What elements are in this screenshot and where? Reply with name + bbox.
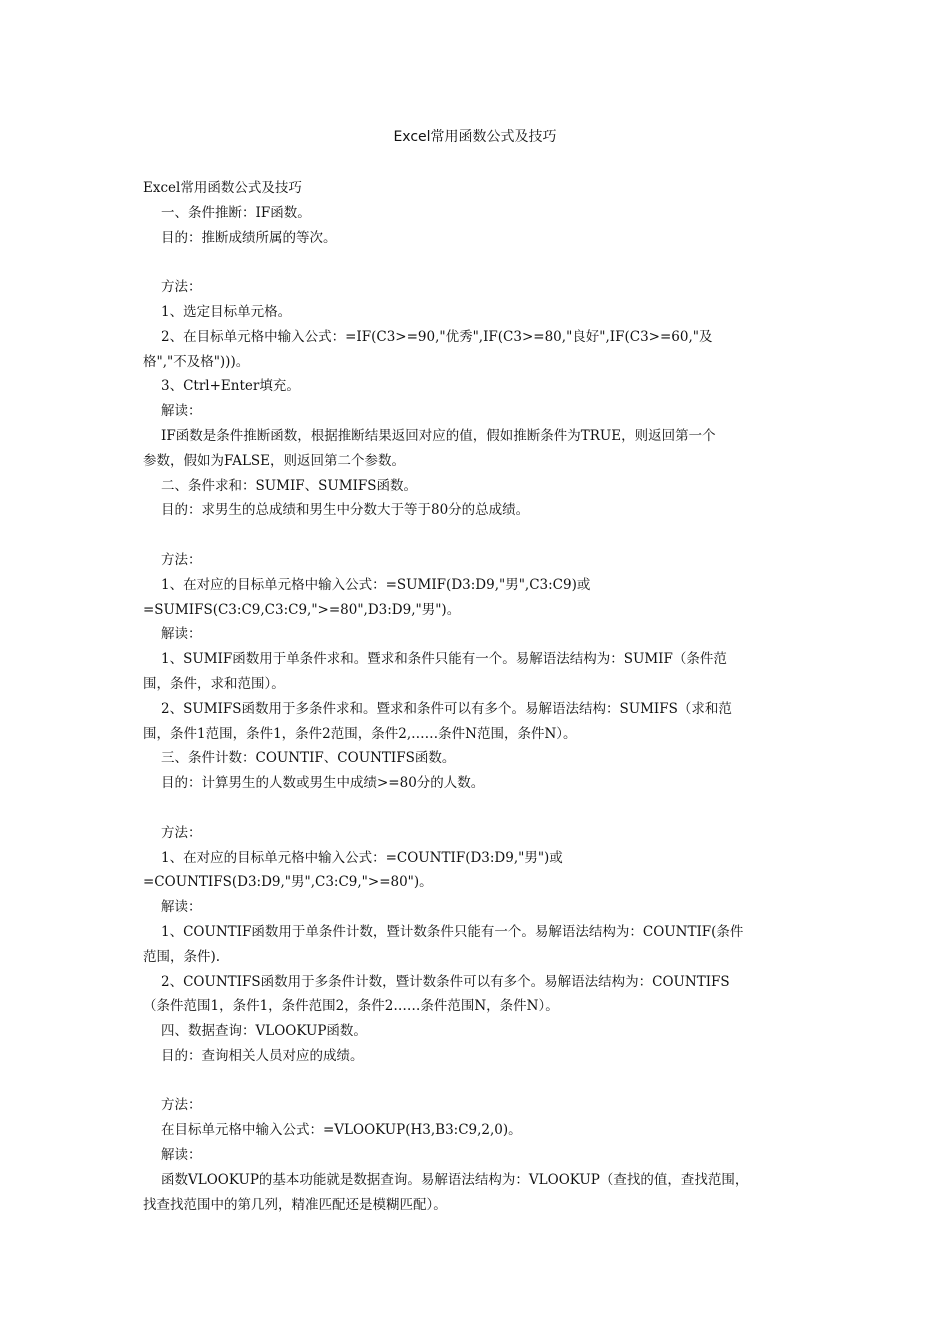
- section-2-explain-2: 2、SUMIFS函数用于多条件求和。暨求和条件可以有多个。易解语法结构：SUMIFS（求和范: [161, 700, 732, 717]
- section-3-heading: 三、条件计数：COUNTIF、COUNTIFS函数。: [161, 750, 456, 767]
- section-4-purpose: 目的：查询相关人员对应的成绩。: [161, 1047, 364, 1064]
- section-4-heading: 四、数据查询：VLOOKUP函数。: [161, 1023, 367, 1040]
- intro-heading: Excel常用函数公式及技巧: [143, 180, 302, 196]
- section-2-explain-1-continued: 围，条件，求和范围）。: [143, 675, 285, 692]
- section-3-method-label: 方法：: [161, 824, 202, 841]
- section-1-heading: 一、条件推断：IF函数。: [161, 204, 311, 221]
- section-4-explain-label: 解读：: [161, 1147, 202, 1164]
- document-body: [143, 176, 811, 1217]
- section-4-explain-text: 函数VLOOKUP的基本功能就是数据查询。易解语法结构为：VLOOKUP（查找的值，查找范围，: [161, 1171, 749, 1188]
- section-3-explain-2: 2、COUNTIFS函数用于多条件计数，暨计数条件可以有多个。易解语法结构为：COUNTIFS: [161, 973, 730, 990]
- section-1-explain-text: IF函数是条件推断函数，根据推断结果返回对应的值，假如推断条件为TRUE，则返回第一个: [161, 427, 716, 444]
- section-2-method-label: 方法：: [161, 551, 202, 568]
- section-3-explain-1-continued: 范围，条件).: [143, 948, 221, 965]
- section-4-method-label: 方法：: [161, 1097, 202, 1114]
- section-3-step-1-continued: =COUNTIFS(D3:D9,"男",C3:C9,">=80")。: [143, 874, 433, 891]
- section-1-explain-label: 解读：: [161, 403, 202, 420]
- section-1-explain-text-continued: 参数，假如为FALSE，则返回第二个参数。: [143, 452, 406, 469]
- section-1-step-3: 3、Ctrl+Enter填充。: [161, 378, 300, 395]
- section-2-step-1-continued: =SUMIFS(C3:C9,C3:C9,">=80",D3:D9,"男")。: [143, 601, 461, 618]
- section-3-explain-1: 1、COUNTIF函数用于单条件计数，暨计数条件只能有一个。易解语法结构为：COUNTIF(条件: [161, 923, 744, 940]
- page-title: Excel常用函数公式及技巧: [393, 129, 557, 145]
- section-2-explain-label: 解读：: [161, 626, 202, 643]
- section-1-method-label: 方法：: [161, 279, 202, 296]
- section-2-step-1: 1、在对应的目标单元格中输入公式：=SUMIF(D3:D9,"男",C3:C9)或: [161, 576, 591, 593]
- section-4-explain-text-continued: 找查找范围中的第几列，精准匹配还是模糊匹配）。: [143, 1196, 447, 1213]
- section-3-step-1: 1、在对应的目标单元格中输入公式：=COUNTIF(D3:D9,"男")或: [161, 849, 563, 866]
- section-1-step-2-continued: 格","不及格")))。: [143, 353, 250, 370]
- section-3-explain-label: 解读：: [161, 899, 202, 916]
- blank-line: [143, 796, 811, 821]
- section-3-explain-2-continued: （条件范围1，条件1，条件范围2，条件2……条件范围N，条件N）。: [143, 998, 559, 1015]
- section-1-step-2: 2、在目标单元格中输入公式：=IF(C3>=90,"优秀",IF(C3>=80,"良好",IF(C3>=60,"及: [161, 328, 713, 345]
- blank-line: [143, 250, 811, 275]
- section-2-explain-1: 1、SUMIF函数用于单条件求和。暨求和条件只能有一个。易解语法结构为：SUMIF（条件范: [161, 651, 727, 668]
- blank-line: [143, 523, 811, 548]
- section-2-heading: 二、条件求和：SUMIF、SUMIFS函数。: [161, 477, 418, 494]
- section-3-purpose: 目的：计算男生的人数或男生中成绩>=80分的人数。: [161, 775, 485, 792]
- section-2-purpose: 目的：求男生的总成绩和男生中分数大于等于80分的总成绩。: [161, 502, 530, 519]
- section-4-step-1: 在目标单元格中输入公式：=VLOOKUP(H3,B3:C9,2,0)。: [161, 1122, 522, 1139]
- blank-line: [143, 1069, 811, 1094]
- section-1-purpose: 目的：推断成绩所属的等次。: [161, 229, 337, 246]
- section-1-step-1: 1、选定目标单元格。: [161, 303, 292, 320]
- section-2-explain-2-continued: 围，条件1范围，条件1，条件2范围，条件2,……条件N范围，条件N）。: [143, 725, 577, 742]
